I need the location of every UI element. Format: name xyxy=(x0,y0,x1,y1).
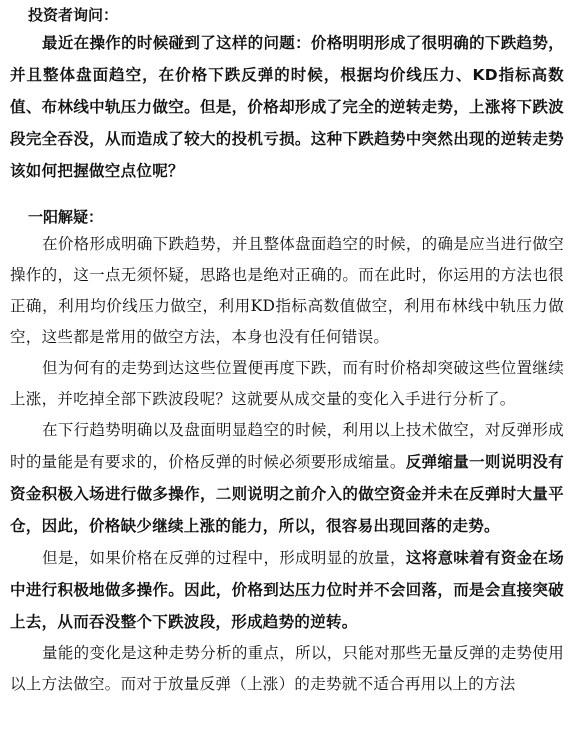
answer-paragraph-3-emphasis: 反弹缩量一则说明没有资金积极入场进行做多操作，二则说明之前介入的做空资金并未在反弹时大量平仓，因此，价格缺少继续上涨的能力，所以，很容易出现回落的走势。 xyxy=(10,452,564,535)
document-page xyxy=(10,0,564,700)
answer-paragraph-1: 在价格形成明确下跌趋势，并且整体盘面趋空的时候，的确是应当进行做空操作的，这一点无须怀疑，思路也是绝对正确的。而在此时，你运用的方法也很正确，利用均价线压力做空，利用KD指标高数值做空，利用布林线中轨压力做空，这些都是常用的做空方法，本身也没有任何错误。 xyxy=(10,235,564,346)
answer-paragraph-3 xyxy=(10,415,564,542)
answer-paragraph-5: 量能的变化是这种走势分析的重点，所以，只能对那些无量反弹的走势使用以上方法做空。而对于放量反弹（上涨）的走势就不适合再用以上的方法 xyxy=(10,644,564,693)
answer-paragraph-4-emphasis: 这将意味着有资金在场中进行积极地做多操作。因此，价格到达压力位时并不会回落，而是会直接突破上去，从而吞没整个下跌波段，形成趋势的逆转。 xyxy=(10,548,564,631)
question-heading: 投资者询问： xyxy=(28,6,119,24)
question-text: 最近在操作的时候碰到了这样的问题：价格明明形成了很明确的下跌趋势，并且整体盘面趋空，在价格下跌反弹的时候，根据均价线压力、KD指标高数值、布林线中轨压力做空。但是，价格却形成了完全的逆转走势，上涨将下跌波段完全吞没，从而造成了较大的投机亏损。这种下跌趋势中突然出现的逆转走势该如何把握做空点位呢？ xyxy=(10,34,564,180)
answer-paragraph-4-text: 但是，如果价格在反弹的过程中，形成明显的放量， xyxy=(42,549,406,567)
answer-paragraph-4 xyxy=(10,542,564,638)
answer-paragraph-2: 但为何有的走势到达这些位置便再度下跌，而有时价格却突破这些位置继续上涨，并吃掉全部下跌波段呢？这就要从成交量的变化入手进行分析了。 xyxy=(10,359,564,408)
answer-heading: 一阳解疑： xyxy=(28,208,104,226)
section-gap xyxy=(10,187,564,207)
answer-paragraph-3-text: 在下行趋势明确以及盘面明显趋空的时候，利用以上技术做空，对反弹形成时的量能是有要求的，价格反弹的时候必须要形成缩量。 xyxy=(10,421,564,471)
